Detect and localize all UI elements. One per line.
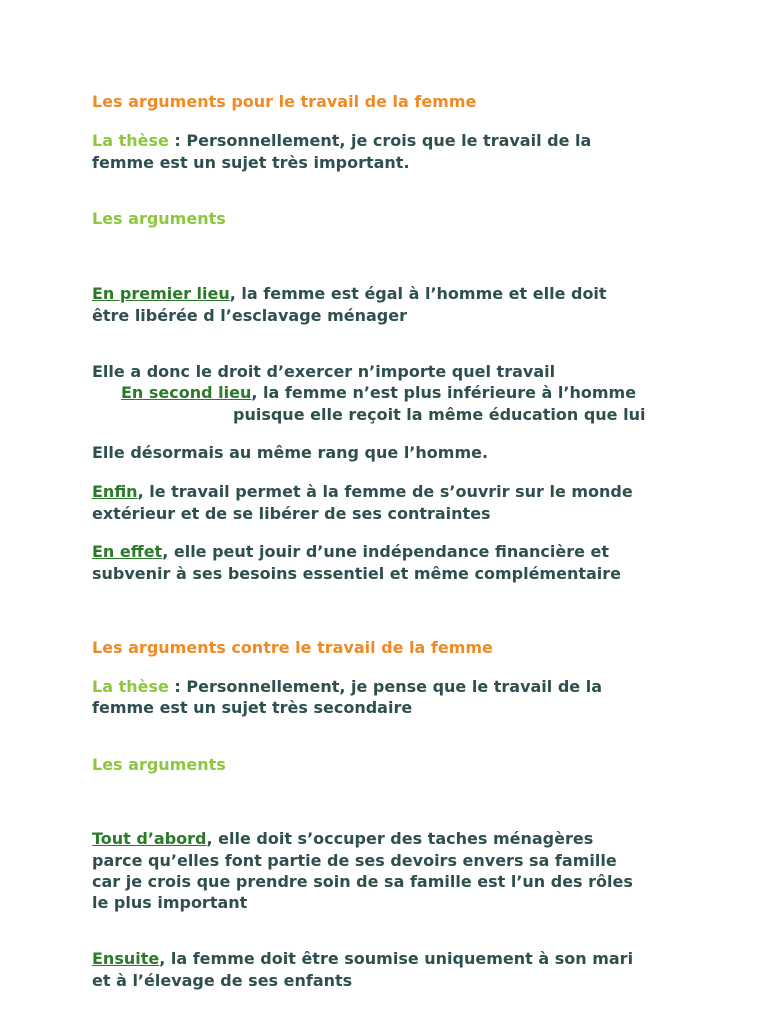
argument-link[interactable]: En effet (92, 542, 163, 561)
argument-link[interactable]: Enfin (92, 482, 138, 501)
section-heading-against: Les arguments contre le travail de la femme (92, 638, 493, 657)
argument-text: , la femme est égal à l’homme et elle doit (229, 284, 607, 303)
these-text: : Personnellement, je pense que le travail de la (168, 677, 602, 696)
these-text-continued: femme est un sujet très important. (92, 153, 410, 172)
arguments-label-against: Les arguments (92, 755, 226, 774)
these-line-against (92, 676, 602, 697)
argument-text-continued: subvenir à ses besoins essentiel et même complémentaire (92, 564, 621, 583)
argument-text: , la femme n’est plus inférieure à l’homme (251, 383, 637, 402)
argument-text-continued: et à l’élevage de ses enfants (92, 971, 353, 990)
argument-text-continued: puisque elle reçoit la même éducation que lui (233, 405, 646, 424)
argument-text-continued: extérieur et de se libérer de ses contraintes (92, 504, 491, 523)
argument-text: , elle doit s’occuper des taches ménagères (206, 829, 594, 848)
argument-line (92, 541, 609, 562)
argument-text-continued: car je crois que prendre soin de sa famille est l’un des rôles (92, 872, 633, 891)
these-label: La thèse (92, 677, 169, 696)
argument-text-continued: parce qu’elles font partie de ses devoirs envers sa famille (92, 851, 617, 870)
argument-line (92, 283, 607, 304)
argument-line (121, 382, 636, 403)
arguments-label-for: Les arguments (92, 209, 226, 228)
argument-link[interactable]: En second lieu (121, 383, 252, 402)
argument-text-continued: le plus important (92, 893, 248, 912)
argument-text: , la femme doit être soumise uniquement à son mari (159, 949, 634, 968)
argument-text: , elle peut jouir d’une indépendance financière et (162, 542, 610, 561)
argument-link[interactable]: En premier lieu (92, 284, 230, 303)
these-line-for (92, 130, 591, 151)
these-label: La thèse (92, 131, 169, 150)
argument-line (92, 828, 593, 849)
these-text: : Personnellement, je crois que le travail de la (168, 131, 592, 150)
argument-link[interactable]: Ensuite (92, 949, 160, 968)
argument-text: , le travail permet à la femme de s’ouvrir sur le monde (137, 482, 633, 501)
argument-text: Elle désormais au même rang que l’homme. (92, 443, 489, 462)
argument-text: Elle a donc le droit d’exercer n’importe quel travail (92, 362, 556, 381)
argument-link[interactable]: Tout d’abord (92, 829, 207, 848)
argument-line (92, 481, 633, 502)
section-heading-for: Les arguments pour le travail de la femme (92, 92, 477, 111)
argument-text-continued: être libérée d l’esclavage ménager (92, 306, 407, 325)
these-text-continued: femme est un sujet très secondaire (92, 698, 413, 717)
argument-line (92, 948, 633, 969)
